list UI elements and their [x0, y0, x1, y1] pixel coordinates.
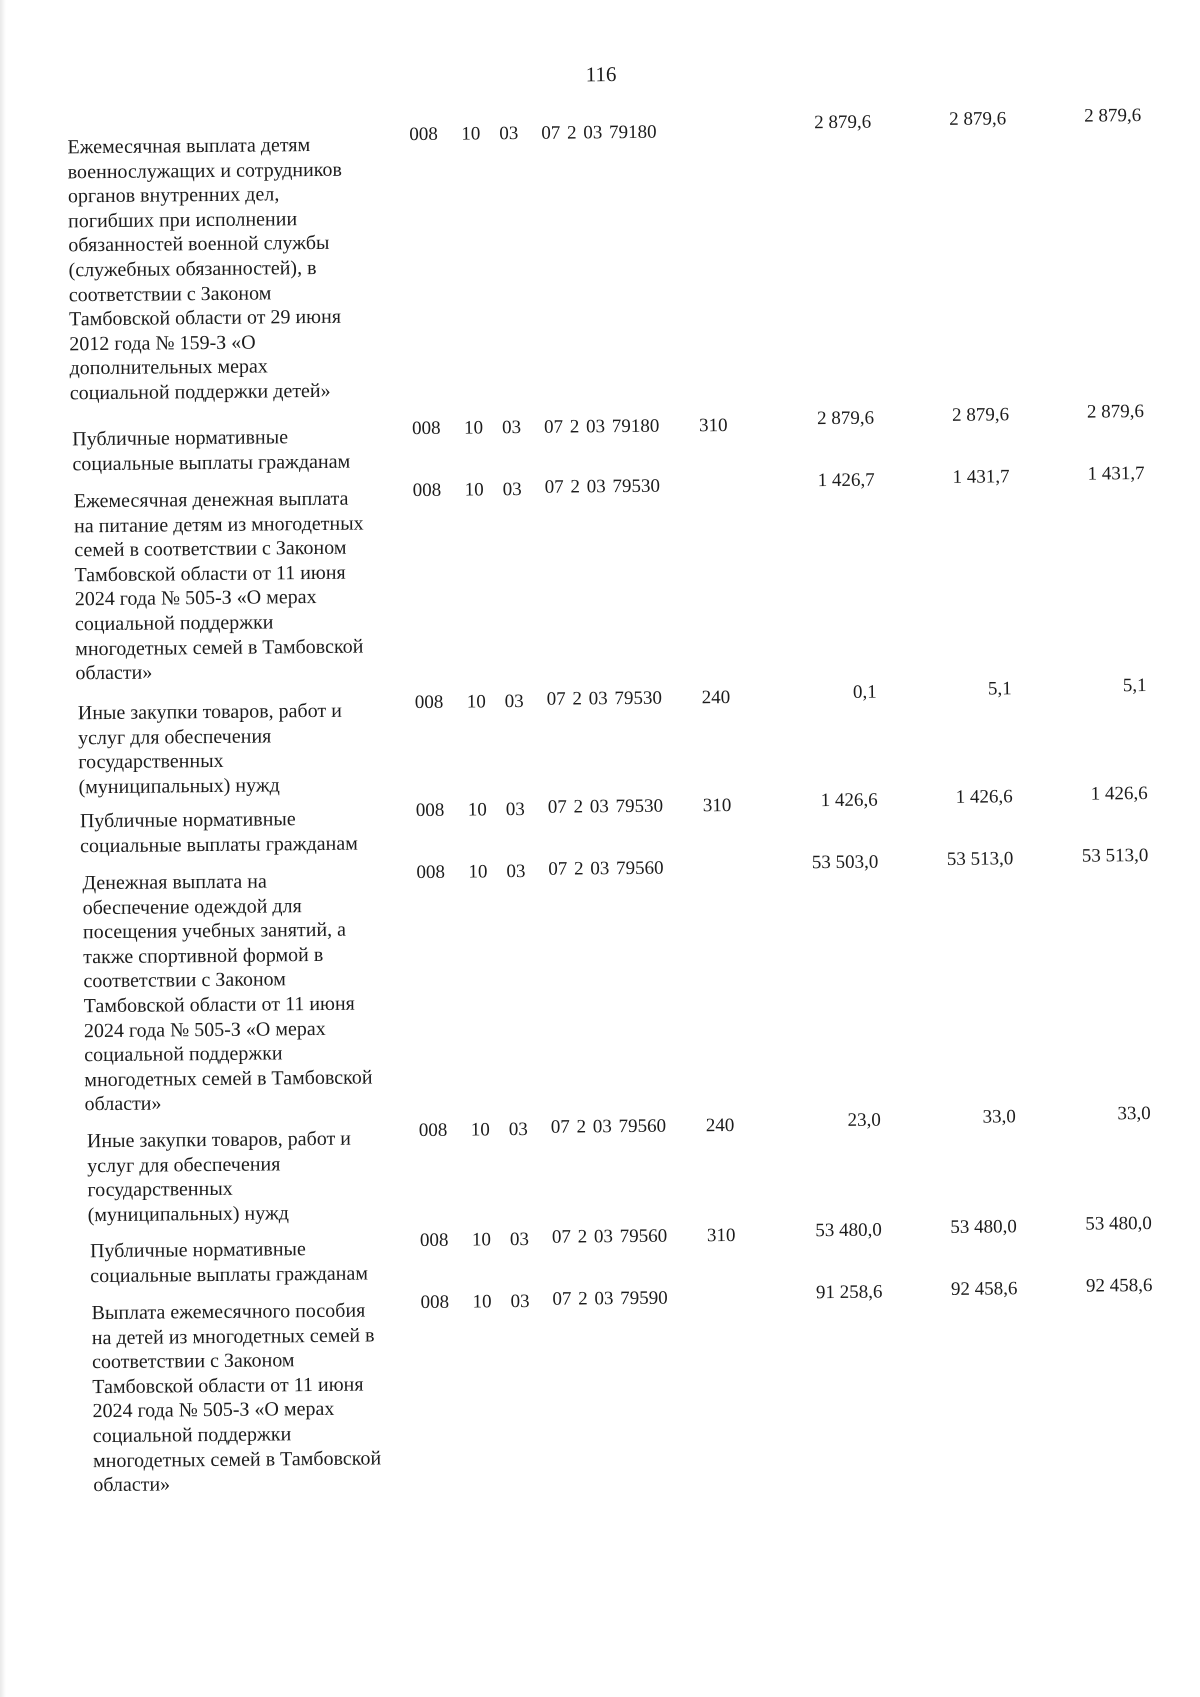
amount-year-1: 91 258,6 — [815, 1281, 883, 1304]
subsection-code: 03 — [504, 691, 524, 713]
ministry-code: 008 — [414, 691, 444, 714]
amount-year-3: 33,0 — [1117, 1103, 1151, 1125]
expense-type-code: 310 — [699, 415, 728, 437]
amount-year-1: 1 426,7 — [817, 469, 875, 492]
amount-year-2: 2 879,6 — [949, 108, 1007, 130]
amount-year-2: 33,0 — [982, 1106, 1016, 1128]
expense-type-code: 310 — [702, 795, 732, 817]
subsection-code: 03 — [510, 1290, 530, 1313]
amount-year-2: 1 431,7 — [952, 466, 1010, 488]
row-description: Выплата ежемесячного пособия на детей из многодетных семей в соответствии с Законом Тамбовской области от 11 июня 2024 года № 505-З «О мерах социальной поддержки многодетных семей в Тамбовской области» — [91, 1299, 382, 1497]
expense-type-code: 310 — [706, 1224, 736, 1247]
ministry-code: 008 — [409, 123, 438, 146]
row-description: Иные закупки товаров, работ и услуг для обеспечения государственных (муниципальных) нужд — [86, 1127, 352, 1226]
target-article-code: 07 2 03 79530 — [544, 475, 661, 498]
amount-year-2: 92 458,6 — [950, 1278, 1018, 1300]
ministry-code: 008 — [416, 861, 445, 884]
section-code: 10 — [468, 861, 488, 883]
ministry-code: 008 — [412, 417, 441, 440]
subsection-code: 03 — [505, 799, 525, 821]
amount-year-1: 23,0 — [847, 1109, 881, 1131]
amount-year-3: 53 513,0 — [1081, 845, 1149, 867]
target-article-code: 07 2 03 79180 — [544, 415, 660, 438]
row-description: Публичные нормативные социальные выплаты гражданам — [79, 808, 358, 857]
target-article-code: 07 2 03 79560 — [551, 1225, 668, 1248]
amount-year-3: 2 879,6 — [1084, 105, 1142, 127]
amount-year-3: 2 879,6 — [1086, 401, 1145, 423]
subsection-code: 03 — [508, 1118, 528, 1141]
subsection-code: 03 — [506, 860, 526, 883]
subsection-code: 03 — [502, 479, 522, 501]
page-number: 116 — [585, 62, 617, 87]
amount-year-1: 2 879,6 — [814, 111, 872, 134]
ministry-code: 008 — [412, 479, 442, 502]
amount-year-3: 5,1 — [1122, 675, 1147, 697]
table-row — [12, 1274, 1200, 1497]
row-description: Публичные нормативные социальные выплаты гражданам — [72, 426, 351, 475]
row-description: Ежемесячная денежная выплата на питание детям из многодетных семей в соответствии с Законом Тамбовской области от 11 июня 2024 года № 505-З «О мерах социальной поддержки многодетных семей в Тамбовской области» — [73, 487, 364, 685]
section-code: 10 — [472, 1291, 492, 1313]
section-code: 10 — [466, 691, 486, 713]
ministry-code: 008 — [415, 799, 445, 822]
amount-year-3: 1 426,6 — [1090, 783, 1148, 805]
subsection-code: 03 — [502, 417, 522, 439]
target-article-code: 07 2 03 79590 — [552, 1287, 668, 1310]
ministry-code: 008 — [419, 1229, 449, 1252]
subsection-code: 03 — [509, 1228, 530, 1251]
target-article-code: 07 2 03 79560 — [548, 857, 664, 880]
target-article-code: 07 2 03 79560 — [550, 1115, 667, 1138]
subsection-code: 03 — [499, 123, 519, 145]
section-code: 10 — [471, 1229, 492, 1251]
amount-year-1: 53 503,0 — [811, 851, 879, 874]
amount-year-3: 92 458,6 — [1085, 1274, 1153, 1297]
target-article-code: 07 2 03 79530 — [546, 687, 663, 710]
expense-type-code: 240 — [701, 687, 731, 709]
amount-year-1: 2 879,6 — [816, 407, 875, 430]
target-article-code: 07 2 03 79180 — [541, 121, 657, 144]
amount-year-1: 53 480,0 — [815, 1219, 882, 1242]
table-row — [5, 463, 1200, 685]
amount-year-2: 1 426,6 — [955, 786, 1013, 808]
ministry-code: 008 — [420, 1291, 450, 1314]
section-code: 10 — [467, 799, 487, 821]
ministry-code: 008 — [418, 1119, 448, 1142]
amount-year-2: 53 513,0 — [946, 848, 1014, 870]
expense-type-code: 240 — [705, 1115, 735, 1137]
amount-year-3: 1 431,7 — [1087, 463, 1145, 485]
section-code: 10 — [461, 123, 481, 145]
row-description: Публичные нормативные социальные выплаты гражданам — [89, 1238, 369, 1287]
row-description: Ежемесячная выплата детям военнослужащих и сотрудников органов внутренних дел, погибших при исполнении обязанностей военной службы (служебных обязанностей), в соответствии с Законом Тамбовской области от 29 июня 2012 года № 159-З «О дополнительных мерах социальной поддержки детей» — [67, 134, 342, 405]
target-article-code: 07 2 03 79530 — [547, 795, 664, 818]
table-row — [1, 105, 1200, 405]
section-code: 10 — [464, 479, 484, 501]
row-description: Иные закупки товаров, работ и услуг для обеспечения государственных (муниципальных) нужд — [77, 699, 342, 799]
amount-year-3: 53 480,0 — [1085, 1213, 1152, 1235]
section-code: 10 — [470, 1119, 490, 1141]
amount-year-1: 1 426,6 — [820, 789, 878, 812]
amount-year-1: 0,1 — [852, 681, 877, 703]
row-description: Денежная выплата на обеспечение одеждой для посещения учебных занятий, а также спортивной формой в соответствии с Законом Тамбовской области от 11 июня 2024 года № 505-З «О мерах социальной поддержки многодетных семей в Тамбовской области» — [82, 870, 373, 1116]
section-code: 10 — [464, 417, 484, 439]
amount-year-2: 53 480,0 — [950, 1216, 1017, 1238]
amount-year-2: 5,1 — [987, 678, 1012, 700]
amount-year-2: 2 879,6 — [951, 404, 1010, 426]
